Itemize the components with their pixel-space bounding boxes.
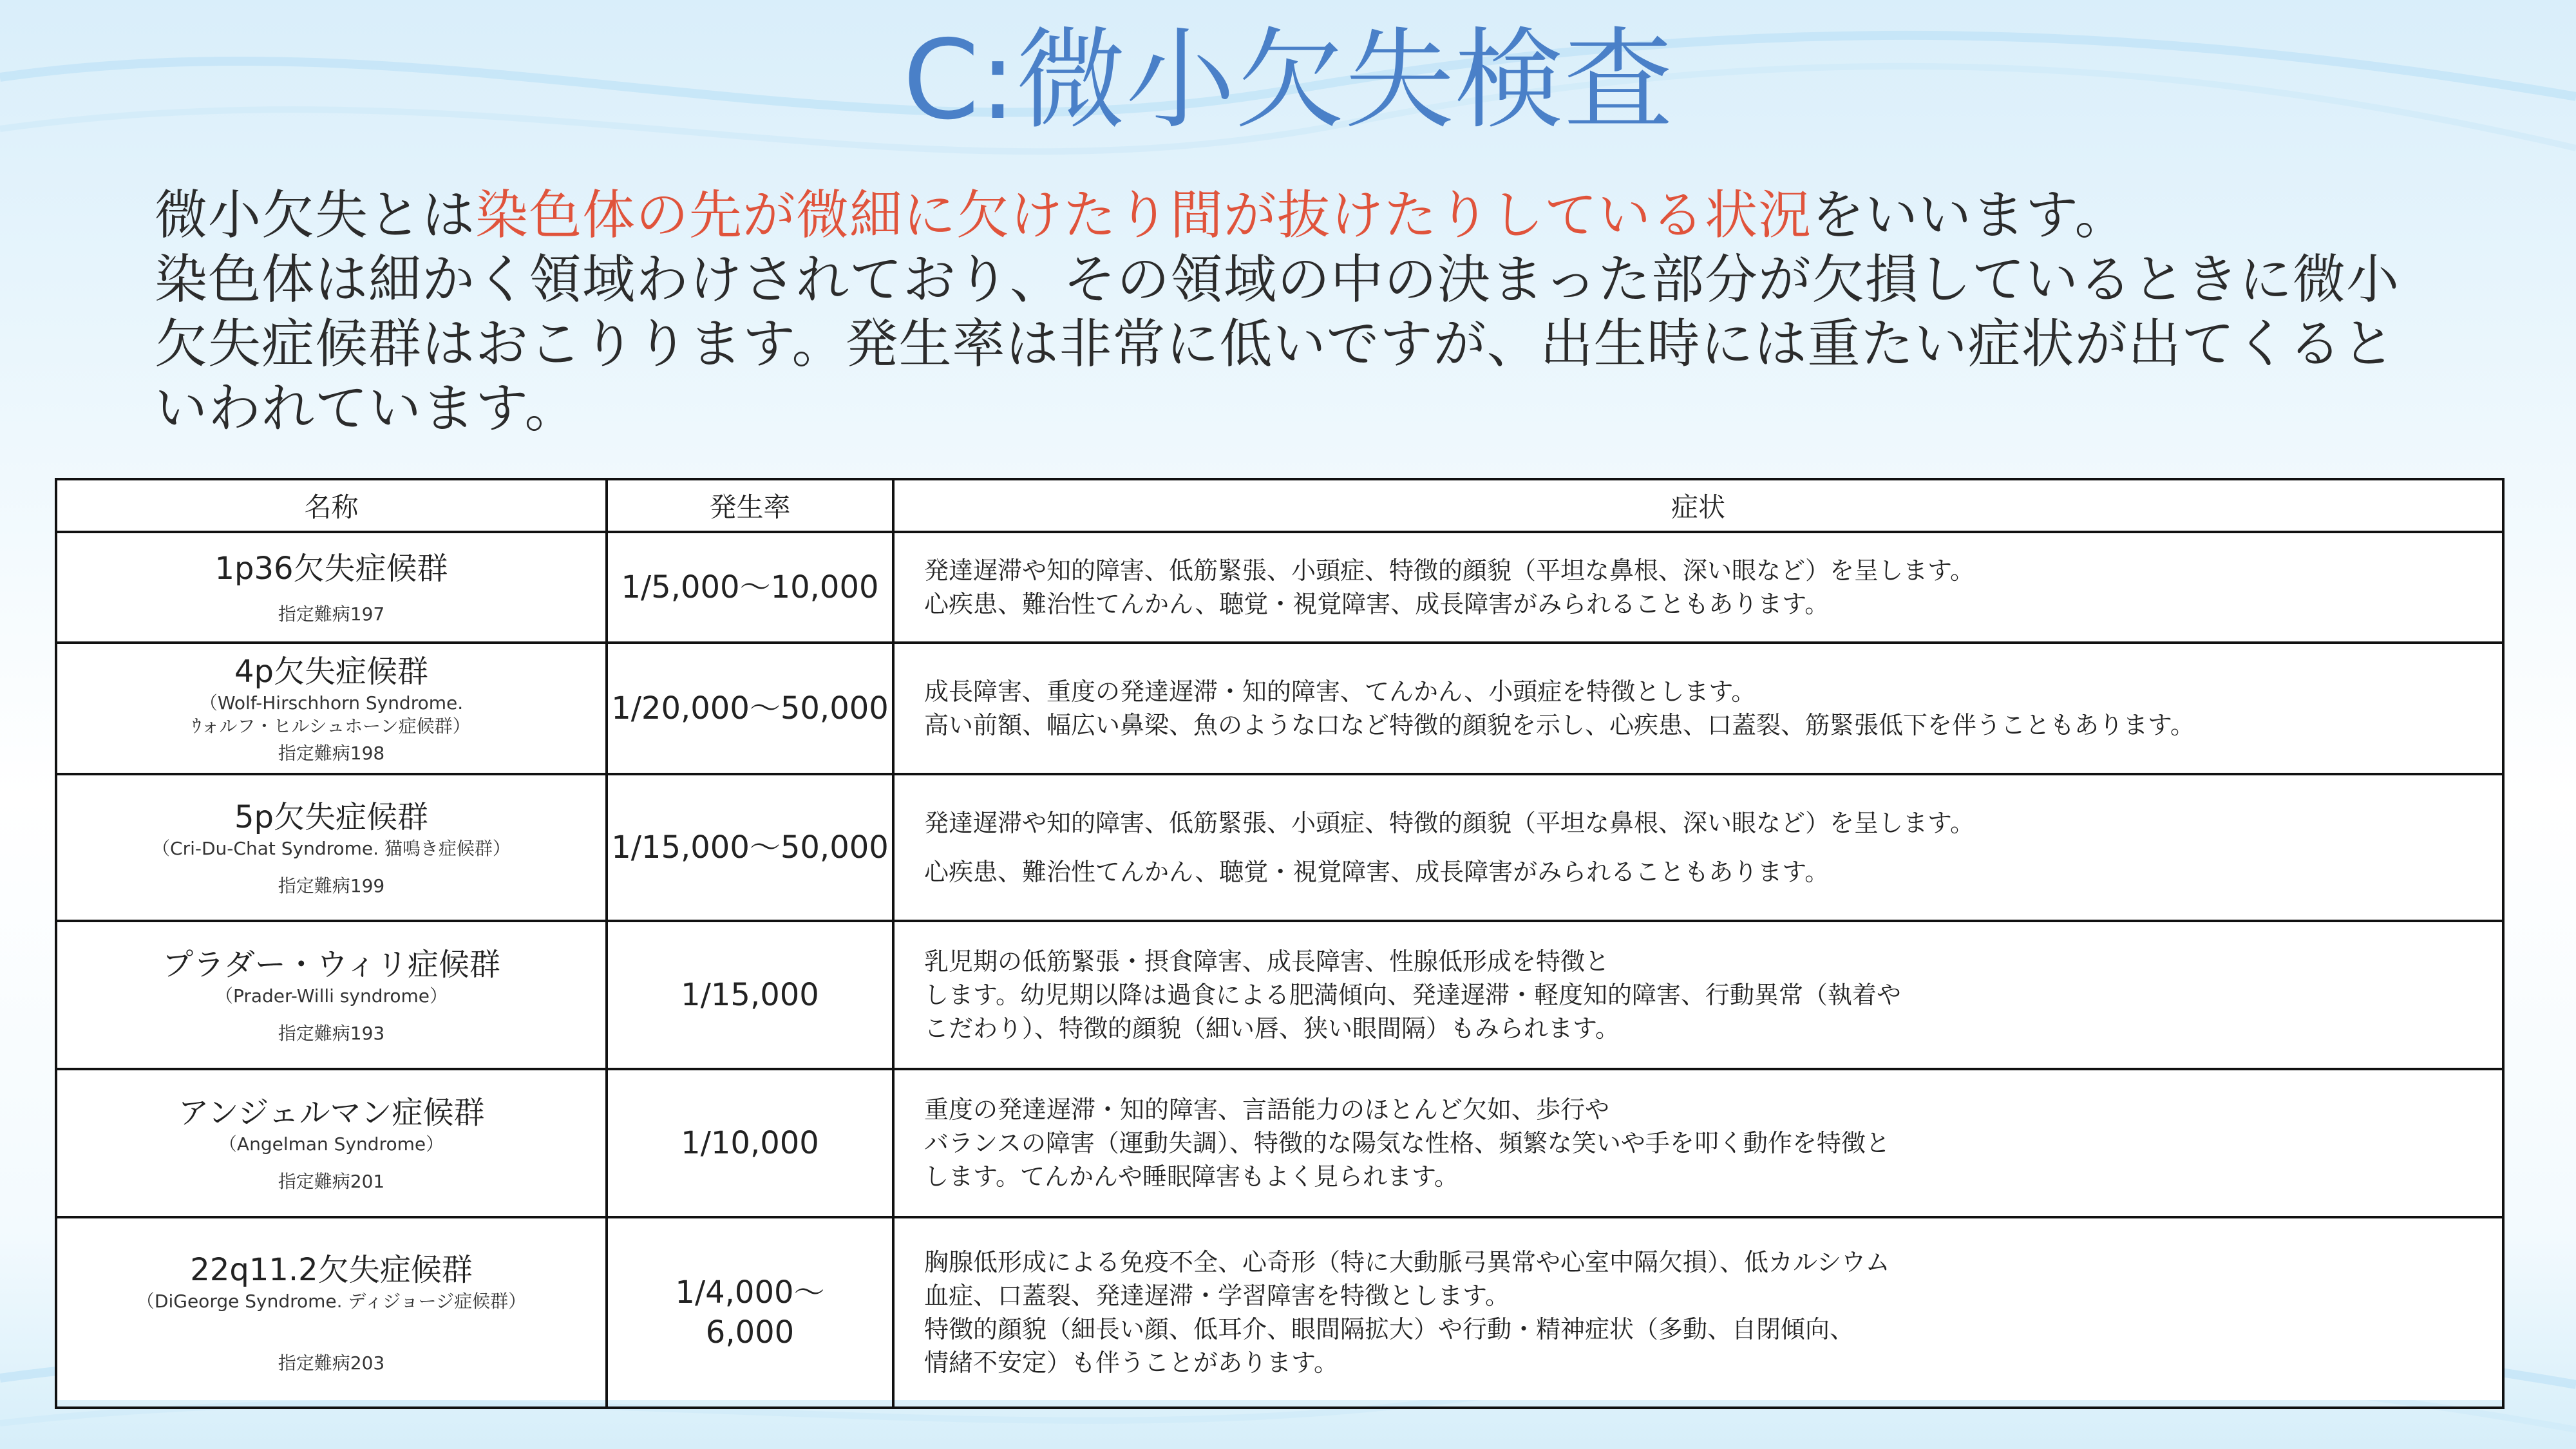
symptom-line: 特徴的顔貌（細長い顔、低耳介、眼間隔拡大）や行動・精神症状（多動、自閉傾向、 <box>924 1315 1855 1343</box>
symptom-line: 乳児期の低筋緊張・摂食障害、成長障害、性腺低形成を特徴と <box>924 947 1610 976</box>
symptoms-cell <box>893 643 2503 774</box>
intro-text <box>155 184 2447 441</box>
header-name: 名称 <box>56 479 607 532</box>
table-row <box>56 774 2503 921</box>
symptom-line: 高い前額、幅広い鼻梁、魚のような口など特徴的顔貌を示し、心疾患、口蓋裂、筋緊張低下を伴うこともあります。 <box>924 711 2195 739</box>
intro-p1-highlight: 染色体の先が微細に欠けたり間が抜けたりしている状況 <box>475 185 1812 246</box>
table-row <box>56 643 2503 774</box>
incidence-rate: 1/5,000〜10,000 <box>607 532 893 643</box>
syndrome-name-cell <box>56 921 607 1069</box>
symptoms-cell <box>893 532 2503 643</box>
symptom-line: 心疾患、難治性てんかん、聴覚・視覚障害、成長障害がみられることもあります。 <box>924 590 1830 618</box>
incidence-rate: 1/4,000〜 6,000 <box>607 1217 893 1408</box>
syndrome-alt-name: ｳォルフ・ヒルシュホーン症候群） <box>192 715 471 737</box>
table-row <box>56 532 2503 643</box>
symptom-line: します。てんかんや睡眠障害もよく見られます。 <box>924 1162 1459 1191</box>
symptom-line: 情緒不安定）も伴うことがあります。 <box>924 1349 1338 1377</box>
symptom-line: します。幼児期以降は過食による肥満傾向、発達遅滞・軽度知的障害、行動異常（執着や <box>924 981 1901 1009</box>
syndrome-name: プラダー・ウィリ症候群 <box>162 947 500 983</box>
intro-paragraph-2: 染色体は細かく領域わけされており、その領域の中の決まった部分が欠損しているときに微小欠失症候群はおこりります。発生率は非常に低いですが、出生時には重たい症状が出てくるといわれています。 <box>155 249 2400 439</box>
symptom-line: バランスの障害（運動失調）、特徴的な陽気な性格、頻繁な笑いや手を叩く動作を特徴と <box>924 1129 1890 1157</box>
symptom-line: 重度の発達遅滞・知的障害、言語能力のほとんど欠如、歩行や <box>924 1095 1610 1124</box>
syndrome-english-name: （Angelman Syndrome） <box>218 1133 444 1155</box>
syndrome-english-name: （Wolf-Hirschhorn Syndrome. <box>199 692 464 714</box>
designated-disease-code: 指定難病203 <box>278 1352 385 1374</box>
syndrome-english-name: （Cri-Du-Chat Syndrome. 猫鳴き症候群） <box>152 838 511 859</box>
incidence-rate: 1/15,000〜50,000 <box>607 774 893 921</box>
syndrome-name-cell <box>56 532 607 643</box>
symptoms-cell <box>893 1069 2503 1217</box>
syndrome-name: 1p36欠失症候群 <box>214 551 448 587</box>
syndrome-name: 4p欠失症候群 <box>234 654 428 690</box>
incidence-rate: 1/20,000〜50,000 <box>607 643 893 774</box>
designated-disease-code: 指定難病198 <box>278 743 385 764</box>
table-header-row <box>56 479 2503 532</box>
symptom-line: 心疾患、難治性てんかん、聴覚・視覚障害、成長障害がみられることもあります。 <box>924 858 1830 886</box>
table-row <box>56 1069 2503 1217</box>
symptom-line: こだわり）、特徴的顔貌（細い唇、狭い眼間隔）もみられます。 <box>924 1014 1620 1043</box>
header-symptoms: 症状 <box>893 479 2503 532</box>
syndrome-table <box>55 478 2505 1409</box>
intro-p1-before: 微小欠失とは <box>155 185 476 246</box>
table-row <box>56 921 2503 1069</box>
symptoms-cell <box>893 1217 2503 1408</box>
symptoms-cell <box>893 774 2503 921</box>
slide-title: C:微小欠失検査 <box>903 17 1673 144</box>
syndrome-name-cell <box>56 643 607 774</box>
syndrome-name: 5p欠失症候群 <box>234 799 428 835</box>
symptom-line: 胸腺低形成による免疫不全、心奇形（特に大動脈弓異常や心室中隔欠損）、低カルシウム <box>924 1248 1890 1276</box>
designated-disease-code: 指定難病201 <box>278 1171 385 1192</box>
syndrome-table-container <box>55 478 2502 1400</box>
symptom-line: 成長障害、重度の発達遅滞・知的障害、てんかん、小頭症を特徴とします。 <box>924 677 1756 706</box>
designated-disease-code: 指定難病197 <box>278 603 385 625</box>
designated-disease-code: 指定難病199 <box>278 875 385 896</box>
intro-paragraph-1 <box>155 184 2447 248</box>
syndrome-name-cell <box>56 1069 607 1217</box>
intro-p1-after: をいいます。 <box>1812 185 2128 246</box>
symptom-line: 発達遅滞や知的障害、低筋緊張、小頭症、特徴的顔貌（平坦な鼻根、深い眼など）を呈します。 <box>924 809 1975 837</box>
syndrome-name-cell <box>56 774 607 921</box>
incidence-rate: 1/10,000 <box>607 1069 893 1217</box>
header-rate: 発生率 <box>607 479 893 532</box>
syndrome-english-name: （DiGeorge Syndrome. ディジョージ症候群） <box>136 1291 527 1312</box>
symptom-line: 血症、口蓋裂、発達遅滞・学習障害を特徴とします。 <box>924 1282 1510 1310</box>
symptoms-cell <box>893 921 2503 1069</box>
syndrome-name: 22q11.2欠失症候群 <box>190 1252 473 1288</box>
incidence-rate: 1/15,000 <box>607 921 893 1069</box>
designated-disease-code: 指定難病193 <box>278 1023 385 1044</box>
syndrome-name: アンジェルマン症候群 <box>178 1095 485 1131</box>
syndrome-english-name: （Prader-Willi syndrome） <box>214 985 448 1007</box>
symptom-line: 発達遅滞や知的障害、低筋緊張、小頭症、特徴的顔貌（平坦な鼻根、深い眼など）を呈します。 <box>924 556 1975 585</box>
table-row <box>56 1217 2503 1408</box>
syndrome-name-cell <box>56 1217 607 1408</box>
